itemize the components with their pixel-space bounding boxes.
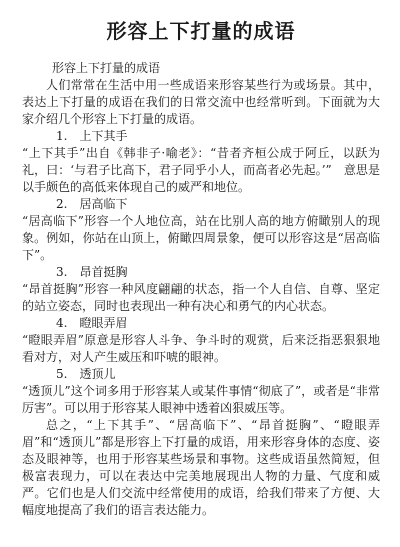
intro-paragraph: 人们常常在生活中用一些成语来形容某些行为或场景。其中，表达上下打量的成语在我们的日常交流中也经常听到。下面就为大家介绍几个形容上下打量的成语。 [22, 78, 380, 126]
item-heading-3: 3. 昂首挺胸 [56, 265, 128, 279]
item-heading-1: 1. 上下其手 [56, 129, 128, 143]
page-title: 形容上下打量的成语 [106, 19, 296, 43]
conclusion-paragraph: 总之，“上下其手”、“居高临下”、“昂首挺胸”、“瞪眼弄眉”和“透顶儿”都是形容上下打量的成语，用来形容身体的态度、姿态及眼神等，也用于形容某些场景和事物。这些成语虽然简短，但极富表现力，可以在表达中完美地展现出人物的力量、气度和威严。它们也是人们交流中经常使用的成语，给我们带来了方便、大幅度地提高了我们的语言表达能力。 [22, 418, 380, 517]
item-body-2: “居高临下”形容一个人地位高，站在比别人高的地方俯瞰别人的现象。例如，你站在山顶上，俯瞰四周景象，便可以形容这是“居高临下”。 [22, 214, 380, 262]
item-heading-5: 5. 透顶儿 [56, 367, 116, 381]
item-heading-2: 2. 居高临下 [56, 197, 128, 211]
subtitle: 形容上下打量的成语 [52, 61, 161, 75]
item-body-4: “瞪眼弄眉”原意是形容人斗争、争斗时的观赏，后来泛指恶狠狠地看对方，对人产生威压和吓唬的眼神。 [22, 333, 380, 364]
item-body-1: “上下其手”出自《韩非子·喻老》：“昔者齐桓公成于阿丘，以跃为礼，曰：‘与君子比高下，君子同乎小人，而高者必先起。’” 意思是以手颇色的高低来体现自己的威严和地位。 [22, 146, 380, 194]
item-body-5: “透顶儿”这个词多用于形容某人或某件事情“彻底了”，或者是“非常厉害”。可以用于形容某人眼神中透着凶狠威压等。 [22, 384, 380, 415]
item-heading-4: 4. 瞪眼弄眉 [56, 316, 128, 330]
item-body-3: “昂首挺胸”形容一种风度翩翩的状态，指一个人自信、自尊、坚定的站立姿态，同时也表现出一种有决心和勇气的内心状态。 [22, 282, 380, 313]
